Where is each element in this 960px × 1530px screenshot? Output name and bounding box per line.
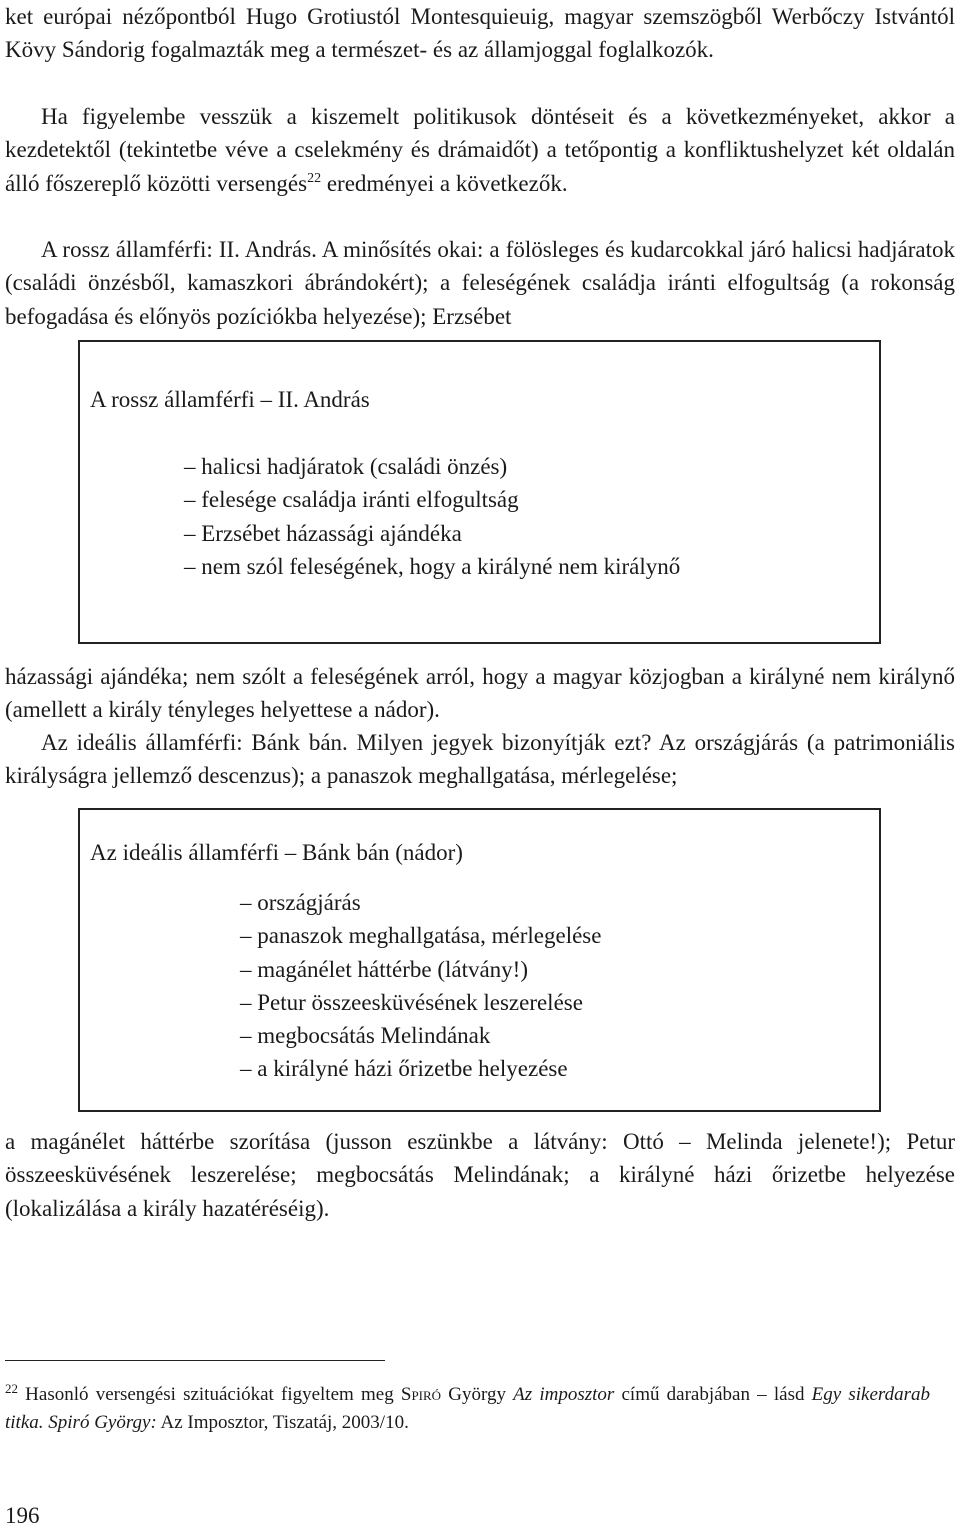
footnote bbox=[5, 1375, 930, 1437]
paragraph-ideal-statesman-text: Az ideális államférfi: Bánk bán. Milyen jegyek bizonyítják ezt? Az országjárás (a patrimoniális királyságra jellemző descenzus); a panaszok meghallgatása, mérlegelése; bbox=[5, 730, 955, 789]
footnote-separator bbox=[5, 1360, 385, 1361]
footnote-text: György bbox=[441, 1384, 514, 1405]
footnote-text: Hasonló versengési szituációkat figyeltem meg bbox=[18, 1384, 401, 1405]
box-list-bad-statesman bbox=[184, 450, 680, 583]
box-list-ideal-statesman bbox=[240, 886, 601, 1086]
list-item: – Petur összeesküvésének leszerelése bbox=[240, 989, 583, 1015]
list-item: – országjárás bbox=[240, 890, 361, 915]
footnote-reference[interactable]: 22 bbox=[307, 170, 322, 186]
paragraph-wedding-gift bbox=[5, 660, 955, 727]
paragraph-competition-text: Ha figyelembe vesszük a kiszemelt politikusok döntéseit és a következményeket, akkor a kezdetektől (tekintetbe véve a cselekmény és drámaidőt) a tetőpontig a konfliktushelyzet két oldalán álló főszereplő közötti versengés bbox=[5, 104, 955, 196]
paragraph-intro bbox=[5, 0, 955, 67]
paragraph-intro-text: ket európai nézőpontból Hugo Grotiustól Montesquieuig, magyar szemszögből Werbőczy Istvántól Kövy Sándorig fogalmazták meg a természet- és az államjoggal foglalkozók. bbox=[5, 4, 955, 63]
footnote-author: Spiró bbox=[400, 1384, 442, 1405]
paragraph-private-life-text: a magánélet háttérbe szorítása (jusson eszünkbe a látvány: Ottó – Melinda jelenete!); Petur összeesküvésének leszerelése; megbocsátás Melindának; a királyné házi őrizetbe helyezése (lokalizálása a király hazatéréséig). bbox=[5, 1129, 955, 1221]
list-item: – a királyné házi őrizetbe helyezése bbox=[240, 1056, 568, 1082]
paragraph-bad-statesman-text: A rossz államférfi: II. András. A minősítés okai: a fölösleges és kudarcokkal járó halicsi hadjáratok (családi önzésből, kamaszkori ábrándokért); a feleségének családja iránti elfogultság (a rokonság befogadása és előnyös pozíciókba helyezése); Erzsébet bbox=[5, 237, 955, 329]
list-item: – Erzsébet házassági ajándéka bbox=[184, 520, 462, 546]
footnote-work-title: Az imposztor bbox=[513, 1384, 615, 1405]
paragraph-bad-statesman bbox=[5, 233, 955, 333]
footnote-text: Az Imposztor, Tiszatáj, 2003/10. bbox=[156, 1412, 409, 1433]
paragraph-competition bbox=[5, 100, 955, 200]
summary-box-ideal-statesman bbox=[78, 808, 881, 1112]
footnote-text: című darabjában – lásd bbox=[614, 1384, 812, 1405]
page-number: 196 bbox=[5, 1503, 40, 1528]
footnote-article-title: Egy sikerdarab titka. Spiró György: bbox=[5, 1384, 930, 1433]
list-item: – megbocsátás Melindának bbox=[240, 1023, 491, 1049]
box-title-bad-statesman: A rossz államférfi – II. András bbox=[90, 387, 370, 412]
list-item: – magánélet háttérbe (látvány!) bbox=[240, 956, 528, 982]
list-item: – halicsi hadjáratok (családi önzés) bbox=[184, 454, 508, 479]
paragraph-ideal-statesman bbox=[5, 726, 955, 793]
list-item: – panaszok meghallgatása, mérlegelése bbox=[240, 923, 602, 949]
summary-box-bad-statesman bbox=[78, 340, 881, 644]
paragraph-private-life bbox=[5, 1125, 955, 1225]
footnote-number: 22 bbox=[5, 1381, 18, 1396]
list-item: – felesége családja iránti elfogultság bbox=[184, 487, 519, 513]
box-title-ideal-statesman: Az ideális államférfi – Bánk bán (nádor) bbox=[90, 840, 463, 865]
list-item: – nem szól feleségének, hogy a királyné nem királynő bbox=[184, 553, 681, 579]
paragraph-competition-end: eredményei a következők. bbox=[321, 170, 568, 196]
paragraph-wedding-gift-text: házassági ajándéka; nem szólt a feleségének arról, hogy a magyar közjogban a királyné nem királynő (amellett a király tényleges helyettese a nádor). bbox=[5, 664, 955, 723]
